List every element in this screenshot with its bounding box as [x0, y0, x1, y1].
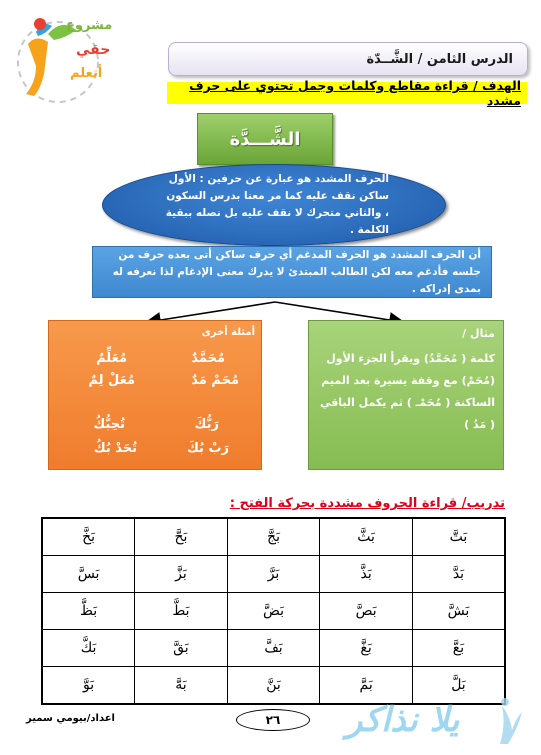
example-word-split: رَبْ بُكَ [186, 441, 229, 456]
table-cell: بَثَّ [320, 518, 413, 556]
table-row [42, 593, 505, 630]
table-cell: بَرَّ [227, 556, 320, 593]
example-line: ( مَدُ ) [464, 418, 495, 431]
example-box [308, 320, 504, 470]
table-cell: بَصَّ [320, 593, 413, 630]
training-title: تدريب/ قراءة الحروف مشددة بحركة الفتح : [229, 496, 505, 511]
example-word: مُحَمَّدٌ [191, 351, 225, 366]
table-cell: بَغَّ [320, 630, 413, 667]
lesson-goal: الهدف / قراءة مقاطع وكلمات وجمل تحتوي على حرف مشدد [167, 82, 527, 104]
table-cell: بَسَّ [42, 556, 135, 593]
table-cell: بَتَّ [412, 518, 505, 556]
example-word: مُعَلِّمٌ [96, 351, 127, 366]
definition-text: الحرف المشدد هو عبارة عن حرفين : الأول ساكن نقف عليه كما مر معنا بدرس السكون ، والثاني متحرك لا نقف عليه بل نصله ببقية الكلمة . [165, 173, 389, 236]
example-line: (مُحَمْ) مع وقفة يسيرة بعد الميم [321, 374, 495, 387]
example-word-split: تُحَدْ بُكُ [93, 441, 137, 456]
table-cell: بَلَّ [412, 667, 505, 705]
letters-table [41, 517, 506, 705]
table-cell: بَعَّ [412, 630, 505, 667]
explanation-text: أن الحرف المشدد هو الحرف المدغم أي حرف ساكن أتى بعده حرف من جلسه فأدغم معه لكن الطالب المبتدئ لا يدرك معنى الإدغام لذا نعرفه له بمدى إدراكه . [112, 248, 481, 295]
table-row [42, 518, 505, 556]
table-cell: بَخَّ [42, 518, 135, 556]
logo-text-project: مشروع [66, 18, 113, 33]
table-cell: بَظَّ [42, 593, 135, 630]
lesson-title-bar [168, 42, 528, 76]
example-word-split: مُحَمْ مَدٌ [191, 373, 239, 388]
example-line: كلمة ( مُحَمَّدُ) ويقرأ الجزء الأول [326, 352, 495, 365]
logo-text-learn: أتعلم [70, 66, 103, 81]
table-cell: بَحَّ [135, 518, 228, 556]
table-cell: بَفَّ [227, 630, 320, 667]
table-row [42, 556, 505, 593]
table-cell: بَنَّ [227, 667, 320, 705]
table-cell: بَشَّ [412, 593, 505, 630]
lesson-title: الدرس الثامن / الشَّــدّة [366, 51, 513, 67]
table-cell: بَمَّ [320, 667, 413, 705]
table-cell: بَدَّ [412, 556, 505, 593]
table-cell: بَهَّ [135, 667, 228, 705]
shadda-heading-box [197, 113, 333, 165]
table-cell: بَطَّ [135, 593, 228, 630]
table-cell: بَوَّ [42, 667, 135, 705]
table-row [42, 630, 505, 667]
example-word: تُحِبُّكُ [93, 417, 125, 432]
project-logo [6, 4, 118, 116]
example-word: رَبُّكَ [194, 417, 219, 432]
page-number [236, 709, 310, 731]
watermark-logo [340, 694, 525, 749]
watermark-text: يلا نذاكر [346, 700, 460, 740]
table-cell: بَكَّ [42, 630, 135, 667]
page-number-text: ٢٦ [265, 713, 281, 727]
table-cell: بَزَّ [135, 556, 228, 593]
other-examples-title: أمثلة أخرى [201, 327, 255, 338]
other-examples-box [48, 320, 262, 470]
table-cell: بَقَّ [135, 630, 228, 667]
table-cell: بَضَّ [227, 593, 320, 630]
example-title: مثال / [462, 327, 495, 340]
shadda-heading: الشَّـــدَّة [229, 128, 301, 150]
table-cell: بَذَّ [320, 556, 413, 593]
logo-text-right: حقي [76, 42, 111, 58]
explanation-box [92, 246, 492, 298]
example-word-split: مُعَلْ لِمٌ [88, 373, 135, 388]
author-credit: اعداد/بيومي سمير [26, 713, 115, 724]
example-line: الساكنة ( مُحَمْـ ) ثم يكمل الباقي [319, 396, 495, 409]
definition-ellipse [102, 164, 446, 246]
table-cell: بَجَّ [227, 518, 320, 556]
